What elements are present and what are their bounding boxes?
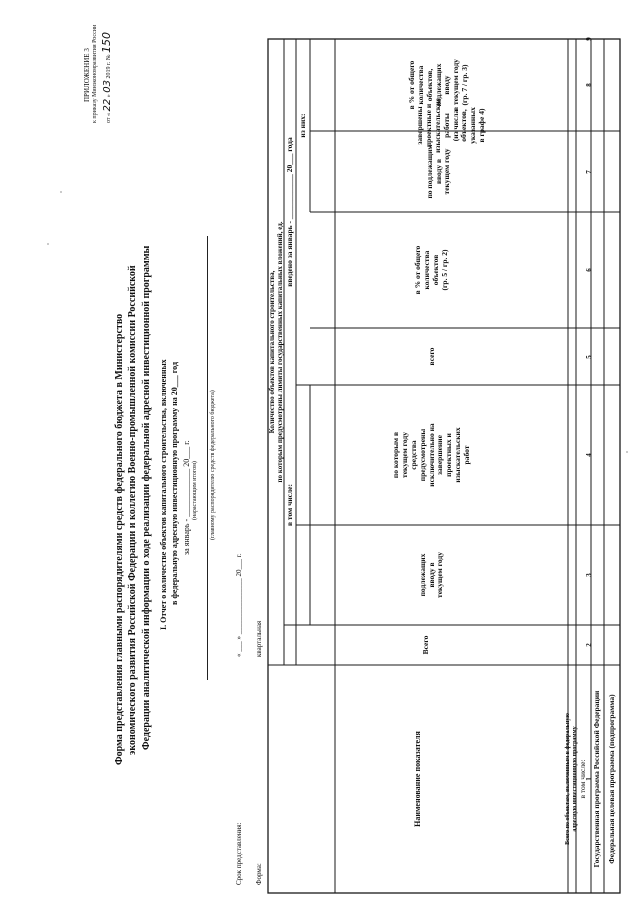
report-heading: I. Отчет о количестве объектов капитального строительства, включенных <box>159 359 168 630</box>
col-number-7: 7 <box>585 170 593 174</box>
form-title-line1: Форма представления главными распорядителями средств федерального бюджета в Министерство <box>114 313 125 765</box>
report-as-of: за январь - ____________ 20___ г. <box>182 440 191 555</box>
deadline-label: Срок представления: <box>235 822 243 885</box>
scan-speck <box>626 451 628 453</box>
header-sub-commission: по подлежащим вводу в текущем году <box>424 144 452 199</box>
handwritten-month: 03 <box>102 79 113 93</box>
report-heading-year: в федеральную адресную инвестиционную программу на 20___ год <box>170 361 179 605</box>
header-indicator: Наименование показателя <box>413 731 423 827</box>
frequency-label: Форма: <box>255 863 263 885</box>
distributor-note: (главному распорядителю средств федерального бюджета) <box>210 390 216 540</box>
row-label-5: Федеральная целевая программа (подпрограмма) <box>606 694 616 864</box>
header-to-commission: подлежащих вводу в текущем году <box>417 552 445 598</box>
handwritten-day: 22 <box>102 98 113 112</box>
period-note: (нарастающим итогом) <box>192 461 198 520</box>
col-number-4: 4 <box>585 453 593 457</box>
deadline-value: « ___ » ________________ 20___ г. <box>235 553 243 657</box>
col-number-8: 8 <box>585 83 593 87</box>
header-including: в том числе: <box>284 484 294 527</box>
appendix-date: от « 22 » 03 2019 г. № 150 <box>100 31 113 123</box>
header-comm-pct: в % от общего количества объектов (гр. 5 / гр. 2) <box>413 245 449 295</box>
header-sub-pct: в % от общего количества объектов, подлежащих вводу в текущем году (гр. 7 / гр. 3) <box>407 59 470 111</box>
header-sub-design: завершены проектные и изыскательские работы (из числа объектов, указанных в графе 4) <box>415 98 487 153</box>
col-number-5: 5 <box>585 355 593 359</box>
frequency-value: квартальная <box>255 620 263 657</box>
header-total: Всего <box>420 635 430 655</box>
row-label-3: Государственная программа Российской Федерации <box>592 690 602 868</box>
scan-speck <box>60 191 62 193</box>
header-commissioned: введено за январь - ____________ 20___ года <box>284 137 294 287</box>
handwritten-order-no: 150 <box>100 31 113 53</box>
col-number-1: 1 <box>585 777 593 781</box>
col-number-6: 6 <box>585 268 593 272</box>
header-group: Количество объектов капитального строительства, по которым предусмотрены лимиты государственных капитальных вложений, ед. <box>267 221 284 483</box>
appendix-order: к приказу Минэкономразвития России <box>92 24 98 123</box>
col-number-9: 9 <box>585 37 593 41</box>
appendix-title: ПРИЛОЖЕНИЕ 3 <box>83 48 91 102</box>
header-design-only: по которым в текущем году средства предусмотрены исключительно на завершение проектных и изыскательских работ <box>391 423 471 487</box>
form-title-line2: экономического развития Российской Федерации и коллегию Военно-промышленной комиссии Российской <box>127 265 138 755</box>
row-label-1: в том числе: <box>578 759 588 799</box>
row-label-0: Всего по объектам, включенным в федеральную адресную инвестиционную программу <box>564 713 578 845</box>
col-number-3: 3 <box>585 573 593 577</box>
scan-speck <box>47 243 49 245</box>
header-comm-total: всего <box>426 347 436 366</box>
col-number-2: 2 <box>585 643 593 647</box>
form-title-line3: Федерации аналитической информации о ходе реализации федеральной адресной инвестиционной программы <box>141 245 152 750</box>
header-of-them: из них: <box>297 113 307 138</box>
